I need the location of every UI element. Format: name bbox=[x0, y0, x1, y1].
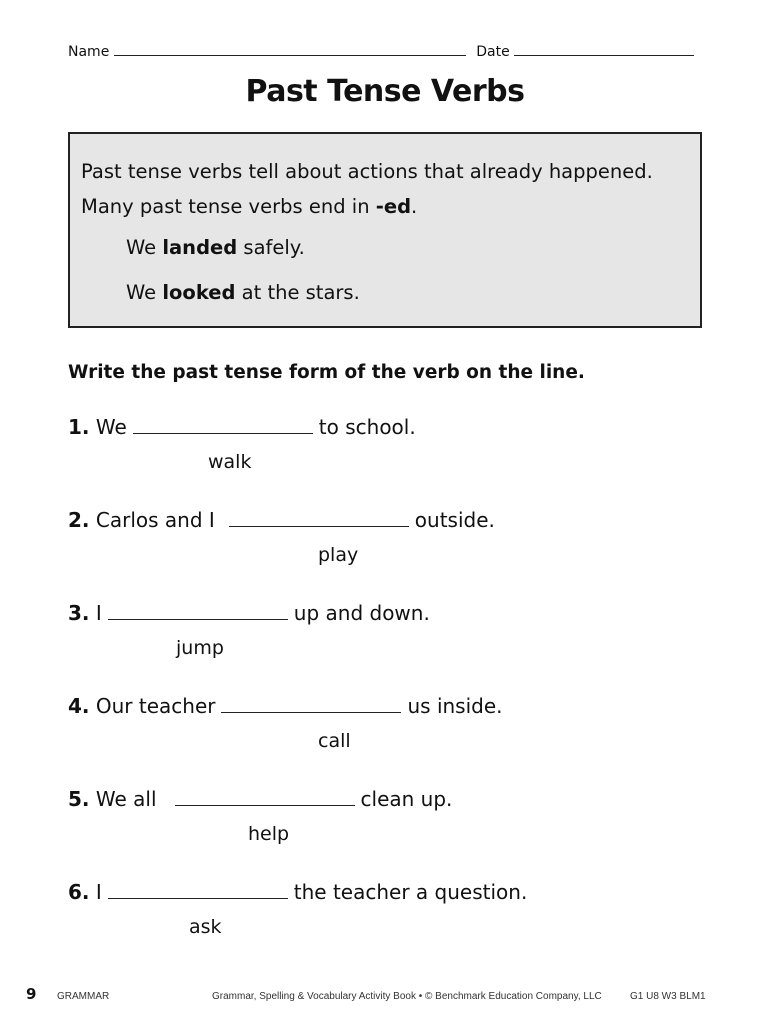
rule-line-2-prefix: Many past tense verbs end in bbox=[81, 195, 376, 218]
item-text-after: the teacher a question. bbox=[293, 880, 528, 904]
page-number: 9 bbox=[26, 985, 37, 1003]
item-text-after: outside. bbox=[414, 508, 495, 532]
exercise-item-3 bbox=[68, 601, 430, 625]
item-text-before: Our teacher bbox=[95, 694, 216, 718]
verb-hint: ask bbox=[189, 916, 222, 938]
example-text: at the stars. bbox=[235, 281, 360, 304]
item-number: 4. bbox=[68, 694, 90, 718]
name-blank-line[interactable] bbox=[114, 43, 466, 56]
exercise-item-5 bbox=[68, 787, 452, 811]
rule-ed-suffix: -ed bbox=[375, 195, 412, 218]
item-number: 2. bbox=[68, 508, 90, 532]
item-number: 1. bbox=[68, 415, 90, 439]
item-number: 5. bbox=[68, 787, 90, 811]
footer-credit: Grammar, Spelling & Vocabulary Activity Book • © Benchmark Education Company, LLC bbox=[212, 991, 602, 1002]
item-text-before: We all bbox=[95, 787, 157, 811]
rule-line-1: Past tense verbs tell about actions that already happened. bbox=[81, 160, 653, 183]
page-title: Past Tense Verbs bbox=[245, 74, 525, 109]
verb-hint: walk bbox=[208, 451, 252, 473]
item-text-after: us inside. bbox=[407, 694, 503, 718]
answer-blank[interactable] bbox=[221, 696, 401, 713]
name-label: Name bbox=[68, 44, 110, 60]
example-2 bbox=[126, 281, 360, 304]
exercise-item-4 bbox=[68, 694, 503, 718]
answer-blank[interactable] bbox=[229, 510, 409, 527]
answer-blank[interactable] bbox=[108, 882, 288, 899]
item-number: 6. bbox=[68, 880, 90, 904]
rule-box bbox=[68, 132, 702, 328]
footer-section: GRAMMAR bbox=[57, 991, 110, 1002]
example-text: We bbox=[126, 236, 163, 259]
answer-blank[interactable] bbox=[133, 417, 313, 434]
exercise-item-1 bbox=[68, 415, 416, 439]
exercise-item-6 bbox=[68, 880, 527, 904]
item-text-before: I bbox=[95, 880, 102, 904]
date-blank-line[interactable] bbox=[514, 43, 694, 56]
directions: Write the past tense form of the verb on the line. bbox=[68, 362, 585, 383]
footer-code: G1 U8 W3 BLM1 bbox=[630, 991, 706, 1002]
date-label: Date bbox=[476, 44, 510, 60]
answer-blank[interactable] bbox=[108, 603, 288, 620]
item-text-after: up and down. bbox=[293, 601, 430, 625]
item-number: 3. bbox=[68, 601, 90, 625]
item-text-after: to school. bbox=[318, 415, 416, 439]
name-date-line bbox=[68, 43, 694, 60]
item-text-before: We bbox=[95, 415, 127, 439]
example-1 bbox=[126, 236, 305, 259]
rule-line-2-suffix: . bbox=[411, 195, 418, 218]
item-text-after: clean up. bbox=[360, 787, 453, 811]
item-text-before: I bbox=[95, 601, 102, 625]
example-verb: looked bbox=[162, 281, 236, 304]
verb-hint: call bbox=[318, 730, 351, 752]
example-verb: landed bbox=[162, 236, 238, 259]
verb-hint: jump bbox=[176, 637, 224, 659]
rule-line-2 bbox=[81, 195, 417, 218]
example-text: We bbox=[126, 281, 163, 304]
verb-hint: play bbox=[318, 544, 359, 566]
example-text: safely. bbox=[237, 236, 305, 259]
item-text-before: Carlos and I bbox=[95, 508, 215, 532]
verb-hint: help bbox=[248, 823, 290, 845]
exercise-item-2 bbox=[68, 508, 495, 532]
answer-blank[interactable] bbox=[175, 789, 355, 806]
